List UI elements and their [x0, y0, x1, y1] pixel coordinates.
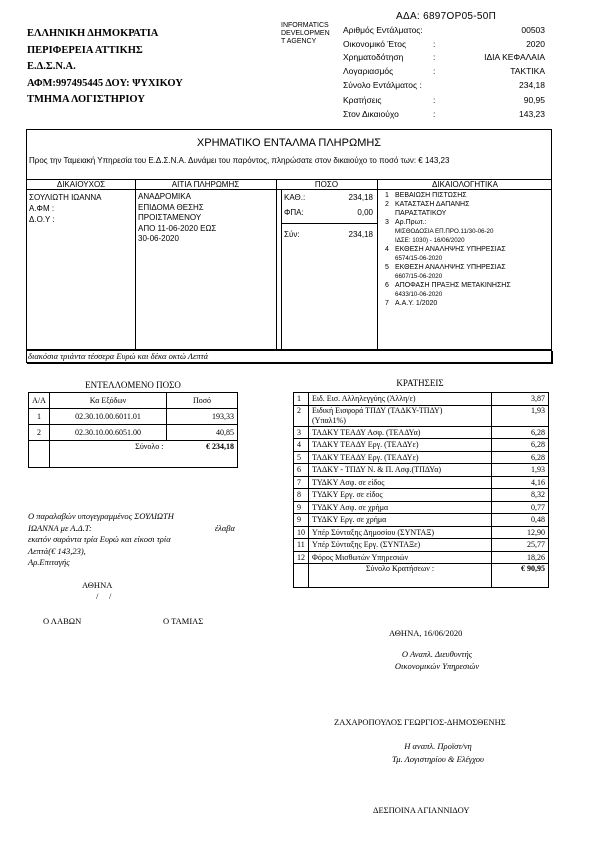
ordered-header-code: Κα Εξόδων [50, 393, 167, 409]
amount-in-words: διακόσια τριάντα τέσσερα Ευρώ και δέκα οκτώ Λεπτά [28, 351, 209, 361]
info-row [343, 95, 545, 110]
deduction-num: 3 [294, 426, 309, 439]
deduction-num: 8 [294, 489, 309, 502]
receipt-line-part: έλαβα [214, 522, 235, 533]
reason-line: ΑΝΑΔΡΟΜΙΚΑ [138, 192, 191, 201]
deduction-value: 0,48 [492, 514, 549, 527]
payment-reason [138, 192, 216, 245]
amount-total-label: Σύν: [284, 230, 300, 239]
ordered-total-label: Σύνολο : [50, 441, 167, 468]
deduction-value: 1,93 [492, 464, 549, 477]
doc-item [385, 290, 511, 299]
deduction-value: 6,28 [492, 451, 549, 464]
deduction-label: Υπέρ Σύνταξης Δημοσίου (ΣΥΝΤΑΞ) [309, 526, 492, 539]
deduction-num: 2 [294, 405, 309, 426]
deduction-num: 7 [294, 476, 309, 489]
reason-line: ΠΡΟΙΣΤΑΜΕΝΟΥ [138, 213, 202, 222]
deduction-value: 25,77 [492, 539, 549, 552]
beneficiary-name: ΣΟΥΛΙΩΤΗ ΙΩΑΝΝΑ [29, 193, 102, 202]
receipt-line [28, 523, 243, 535]
amount-net-value: 234,18 [348, 193, 373, 202]
deduction-num: 12 [294, 551, 309, 564]
deduction-label: Ειδική Εισφορά ΤΠΔΥ (ΤΑΔΚΥ-ΤΠΔΥ) [312, 405, 443, 415]
info-value: 143,23 [519, 109, 545, 119]
deduction-value: 6,28 [492, 439, 549, 452]
reason-line: ΑΠΟ 11-06-2020 ΕΩΣ [138, 223, 217, 233]
info-row [343, 80, 545, 95]
deduction-num: 5 [294, 451, 309, 464]
deductions-title: ΚΡΑΤΗΣΕΙΣ [396, 378, 444, 388]
table-row [294, 426, 549, 439]
header-aitia: ΑΙΤΙΑ ΠΛΗΡΩΜΗΣ [171, 180, 240, 189]
ordered-code: 02.30.10.00.6011.01 [50, 409, 167, 425]
doc-text: ΕΚΘΕΣΗ ΑΝΑΛΗΨΗΣ ΥΠΗΡΕΣΙΑΣ [395, 264, 506, 271]
doc-item [385, 191, 511, 200]
info-value: 234,18 [519, 80, 545, 90]
head-title-line: Η αναπλ. Προϊστ/νη [404, 741, 472, 751]
doc-num [385, 254, 395, 263]
ordered-amount: 193,33 [167, 409, 238, 425]
ada-code: ΑΔΑ: 6897ΟΡ05-50Π [396, 11, 497, 22]
table-row [294, 476, 549, 489]
doc-num: 5 [385, 264, 389, 271]
doc-num: 1 [385, 192, 389, 199]
doc-text: ΚΑΤΑΣΤΑΣΗ ΔΑΠΑΝΗΣ [395, 201, 470, 208]
receiver-signature: Ο ΛΑΒΩΝ [43, 616, 82, 626]
deduction-num: 9 [294, 514, 309, 527]
logo-line-1: INFORMATICS [281, 22, 329, 29]
ordered-header-row [29, 393, 238, 409]
table-row [294, 501, 549, 514]
beneficiary [29, 192, 102, 225]
ordered-aa: 1 [29, 409, 50, 425]
ordered-header-amount: Ποσό [167, 393, 238, 409]
amount-vat-value: 0,00 [357, 208, 373, 217]
deduction-label: ΤΑΔΚΥ ΤΕΑΔΥ Εργ. (ΤΕΑΔΥε) [309, 439, 492, 452]
supporting-docs-list [385, 191, 511, 308]
doc-item [385, 245, 511, 254]
info-label: Κρατήσεις [343, 94, 382, 105]
doc-num [385, 290, 395, 299]
doc-text: ΒΕΒΑΙΩΣΗ ΠΙΣΤΩΣΗΣ [395, 192, 467, 199]
beneficiary-afm: Α.ΦΜ : [29, 204, 55, 213]
receipt-line: Λεπτά(€ 143,23), [28, 545, 86, 556]
header-poso: ΠΟΣΟ [314, 180, 339, 189]
doc-item [385, 209, 511, 218]
header-dikaiouxos: ΔΙΚΑΙΟΥΧΟΣ [56, 180, 106, 189]
deduction-label: Υπέρ Σύνταξης Εργ. (ΣΥΝΤΑΞε) [309, 539, 492, 552]
deduction-value: 18,26 [492, 551, 549, 564]
info-label: Αριθμός Εντάλματος: [343, 25, 423, 35]
doc-text: ΠΑΡΑΣΤΑΤΙΚΟΥ [395, 210, 447, 217]
table-row [294, 514, 549, 527]
issuer-org: Ε.Δ.Σ.Ν.Α. [27, 61, 76, 72]
payment-order-box [26, 129, 552, 350]
info-row [343, 52, 545, 66]
info-label: Οικονομικό Έτος [343, 38, 407, 49]
info-panel [343, 25, 545, 123]
doc-text: 6607/15-06-2020 [395, 273, 443, 280]
table-row [294, 526, 549, 539]
ordered-total: € 234,18 [167, 441, 238, 468]
info-value: 90,95 [523, 94, 545, 105]
director-title-line: Ο Αναπλ. Διευθυντής [401, 649, 473, 659]
doc-text: Αρ.Πρωτ.: [395, 219, 427, 226]
table-row [29, 425, 238, 441]
receipt-line: Ο παραλαβών υπογεγραμμένος ΣΟΥΛΙΩΤΗ [28, 511, 174, 521]
ordered-total-row [29, 441, 238, 468]
beneficiary-doy: Δ.Ο.Υ : [29, 215, 55, 224]
info-value: ΤΑΚΤΙΚΑ [510, 65, 545, 76]
doc-num [385, 236, 395, 245]
doc-item [385, 227, 511, 236]
issuer-tax-id: ΑΦΜ:997495445 ΔΟΥ: ΨΥΧΙΚΟΥ [27, 77, 183, 89]
head-name: ΔΕΣΠΟΙΝΑ ΑΓΙΑΝΝΙΔΟΥ [373, 805, 470, 815]
doc-num: 3 [385, 219, 389, 226]
deduction-value: 1,93 [492, 405, 549, 426]
ordered-amount: 40,85 [167, 425, 238, 441]
receipt-date: / / [96, 591, 112, 601]
doc-item [385, 272, 511, 281]
info-value: 00503 [521, 25, 545, 35]
deduction-label: ΤΥΔΚΥ Ασφ. σε χρήμα [309, 501, 492, 514]
doc-item [385, 254, 511, 263]
deduction-label: ΤΥΔΚΥ Εργ. σε είδος [309, 489, 492, 502]
reason-line: 30-06-2020 [138, 234, 179, 243]
table-row [294, 551, 549, 564]
doc-item [385, 299, 511, 308]
info-label: Σύνολο Εντάλματος : [343, 80, 422, 90]
issuer-country: ΕΛΛΗΝΙΚΗ ΔΗΜΟΚΡΑΤΙΑ [27, 28, 159, 39]
logo [281, 22, 330, 46]
doc-num: 4 [385, 246, 389, 253]
cashier-signature: Ο ΤΑΜΙΑΣ [163, 616, 204, 626]
doc-item [385, 236, 511, 245]
amount-in-words-bar [26, 350, 552, 363]
deduction-label: ΤΥΔΚΥ Εργ. σε χρήμα [309, 514, 492, 527]
ordered-header-aa: Α/Α [29, 393, 50, 409]
doc-item [385, 263, 511, 272]
doc-text: 6574/15-06-2020 [395, 255, 443, 262]
doc-num: 7 [385, 300, 389, 307]
info-label: Στον Δικαιούχο [343, 109, 399, 119]
receipt-line: εκατόν σαράντα τρία Ευρώ και είκοσι τρία [28, 534, 171, 544]
receipt-line: Αρ.Επιταγής [28, 557, 70, 567]
deduction-label-cont: (Υπαλ1%) [312, 415, 346, 425]
order-title: ΧΡΗΜΑΤΙΚΟ ΕΝΤΑΛΜΑ ΠΛΗΡΩΜΗΣ [196, 137, 382, 149]
deduction-num: 6 [294, 464, 309, 477]
info-sep: : [433, 94, 436, 105]
order-instruction: Προς την Ταμειακή Υπηρεσία του Ε.Δ.Σ.Ν.Α. Δυνάμει του παρόντος, πληρώσατε στον δικαιούχο το ποσό των: € 143,23 [29, 156, 450, 165]
header-dikaiologitika: ΔΙΚΑΙΟΛΟΓΗΤΙΚΑ [432, 180, 498, 189]
table-row [294, 405, 549, 426]
deductions-table [293, 392, 549, 588]
deduction-value: 3,87 [492, 393, 549, 406]
deduction-num: 1 [294, 393, 309, 406]
doc-text: ΙΔΣΕ: 1030) - 16/06/2020 [395, 237, 465, 244]
info-label: Λογαριασμός [343, 65, 394, 76]
deduction-value: 8,32 [492, 489, 549, 502]
doc-text: ΑΠΟΦΑΣΗ ΠΡΑΞΗΣ ΜΕΤΑΚΙΝΗΣΗΣ [395, 282, 511, 289]
deduction-num: 10 [294, 526, 309, 539]
issuer-region: ΠΕΡΙΦΕΡΕΙΑ ΑΤΤΙΚΗΣ [27, 44, 143, 56]
deductions-total-row [294, 564, 549, 588]
deduction-label: ΤΥΔΚΥ Ασφ. σε είδος [309, 476, 492, 489]
ordered-code: 02.30.10.00.6051.00 [50, 425, 167, 441]
receipt-city: ΑΘΗΝΑ [82, 580, 113, 590]
receipt-line-part: ΙΩΑΝΝΑ με Α.Δ.Τ: [28, 522, 92, 533]
doc-num: 6 [385, 282, 389, 289]
director-name: ΖΑΧΑΡΟΠΟΥΛΟΣ ΓΕΩΡΓΙΟΣ-ΔΗΜΟΣΘΕΝΗΣ [334, 717, 506, 727]
director-title-line: Οικονομικών Υπηρεσιών [394, 660, 480, 671]
deduction-value: 0,77 [492, 501, 549, 514]
deduction-label: Ειδ. Εισ. Αλληλεγγύης (Άλλη/ε) [309, 393, 492, 406]
reason-line: ΕΠΙΔΟΜΑ ΘΕΣΗΣ [138, 202, 204, 212]
info-sep: : [433, 65, 436, 76]
deduction-num: 9 [294, 501, 309, 514]
table-row [294, 393, 549, 406]
info-row [343, 25, 545, 39]
info-value: 2020 [526, 38, 545, 49]
place-date: ΑΘΗΝΑ, 16/06/2020 [389, 628, 463, 638]
deduction-label: ΤΑΔΚΥ - ΤΠΔΥ Ν. & Π. Ασφ.(ΤΠΔΥα) [309, 464, 492, 477]
table-row [294, 439, 549, 452]
receipt-declaration [28, 511, 243, 569]
doc-item [385, 200, 511, 209]
info-label: Χρηματοδότηση [343, 52, 404, 62]
issuer-block [27, 26, 183, 109]
doc-num [385, 209, 395, 218]
doc-num: 2 [385, 201, 389, 208]
info-row [343, 109, 545, 123]
doc-text: ΜΙΣΘΟΔΟΣΙΑ ΕΠ.ΠΡΟ.11/30-06-20 [395, 228, 494, 235]
amount-total-value: 234,18 [348, 230, 373, 239]
head-title-line: Τμ. Λογιστηρίου & Ελέγχου [392, 753, 484, 764]
doc-text: Α.Α.Υ. 1/2020 [395, 300, 438, 307]
deduction-value: 6,28 [492, 426, 549, 439]
doc-text: ΕΚΘΕΣΗ ΑΝΑΛΗΨΗΣ ΥΠΗΡΕΣΙΑΣ [395, 246, 506, 253]
deduction-label: Φόρος Μισθωτών Υπηρεσιών [309, 551, 492, 564]
deduction-label: ΤΑΔΚΥ ΤΕΑΔΥ Εργ. (ΤΕΑΔΥε) [309, 451, 492, 464]
deduction-value: 4,16 [492, 476, 549, 489]
amount-vat-label: ΦΠΑ: [284, 208, 304, 217]
table-row [294, 464, 549, 477]
info-row [343, 66, 545, 81]
table-row [294, 451, 549, 464]
table-row [294, 489, 549, 502]
head-title [358, 740, 518, 765]
deduction-label: ΤΑΔΚΥ ΤΕΑΔΥ Ασφ. (ΤΕΑΔΥα) [309, 426, 492, 439]
doc-text: 6433/10-06-2020 [395, 291, 443, 298]
info-value: ΙΔΙΑ ΚΕΦΑΛΑΙΑ [484, 52, 545, 62]
deduction-num: 4 [294, 439, 309, 452]
table-row [29, 409, 238, 425]
ordered-aa: 2 [29, 425, 50, 441]
info-sep: : [433, 52, 436, 62]
deduction-value: 12,90 [492, 526, 549, 539]
director-title [372, 649, 502, 672]
table-row [294, 539, 549, 552]
issuer-department: ΤΜΗΜΑ ΛΟΓΙΣΤΗΡΙΟΥ [27, 94, 145, 105]
info-sep: : [433, 38, 436, 49]
doc-num [385, 272, 395, 281]
info-row [343, 39, 545, 53]
logo-line-2: DEVELOPMEN [281, 30, 330, 37]
deduction-num: 11 [294, 539, 309, 552]
doc-item [385, 281, 511, 290]
deductions-total: € 90,95 [492, 564, 549, 588]
logo-line-3: T AGENCY [281, 38, 317, 45]
deductions-total-label: Σύνολο Κρατήσεων : [309, 564, 492, 588]
ordered-table [28, 392, 238, 468]
doc-item [385, 218, 511, 227]
info-sep: : [433, 109, 436, 119]
ordered-title: ΕΝΤΕΛΛΟΜΕΝΟ ΠΟΣΟ [85, 380, 181, 390]
doc-num [385, 227, 395, 236]
amount-net-label: ΚΑΘ.: [284, 193, 306, 202]
